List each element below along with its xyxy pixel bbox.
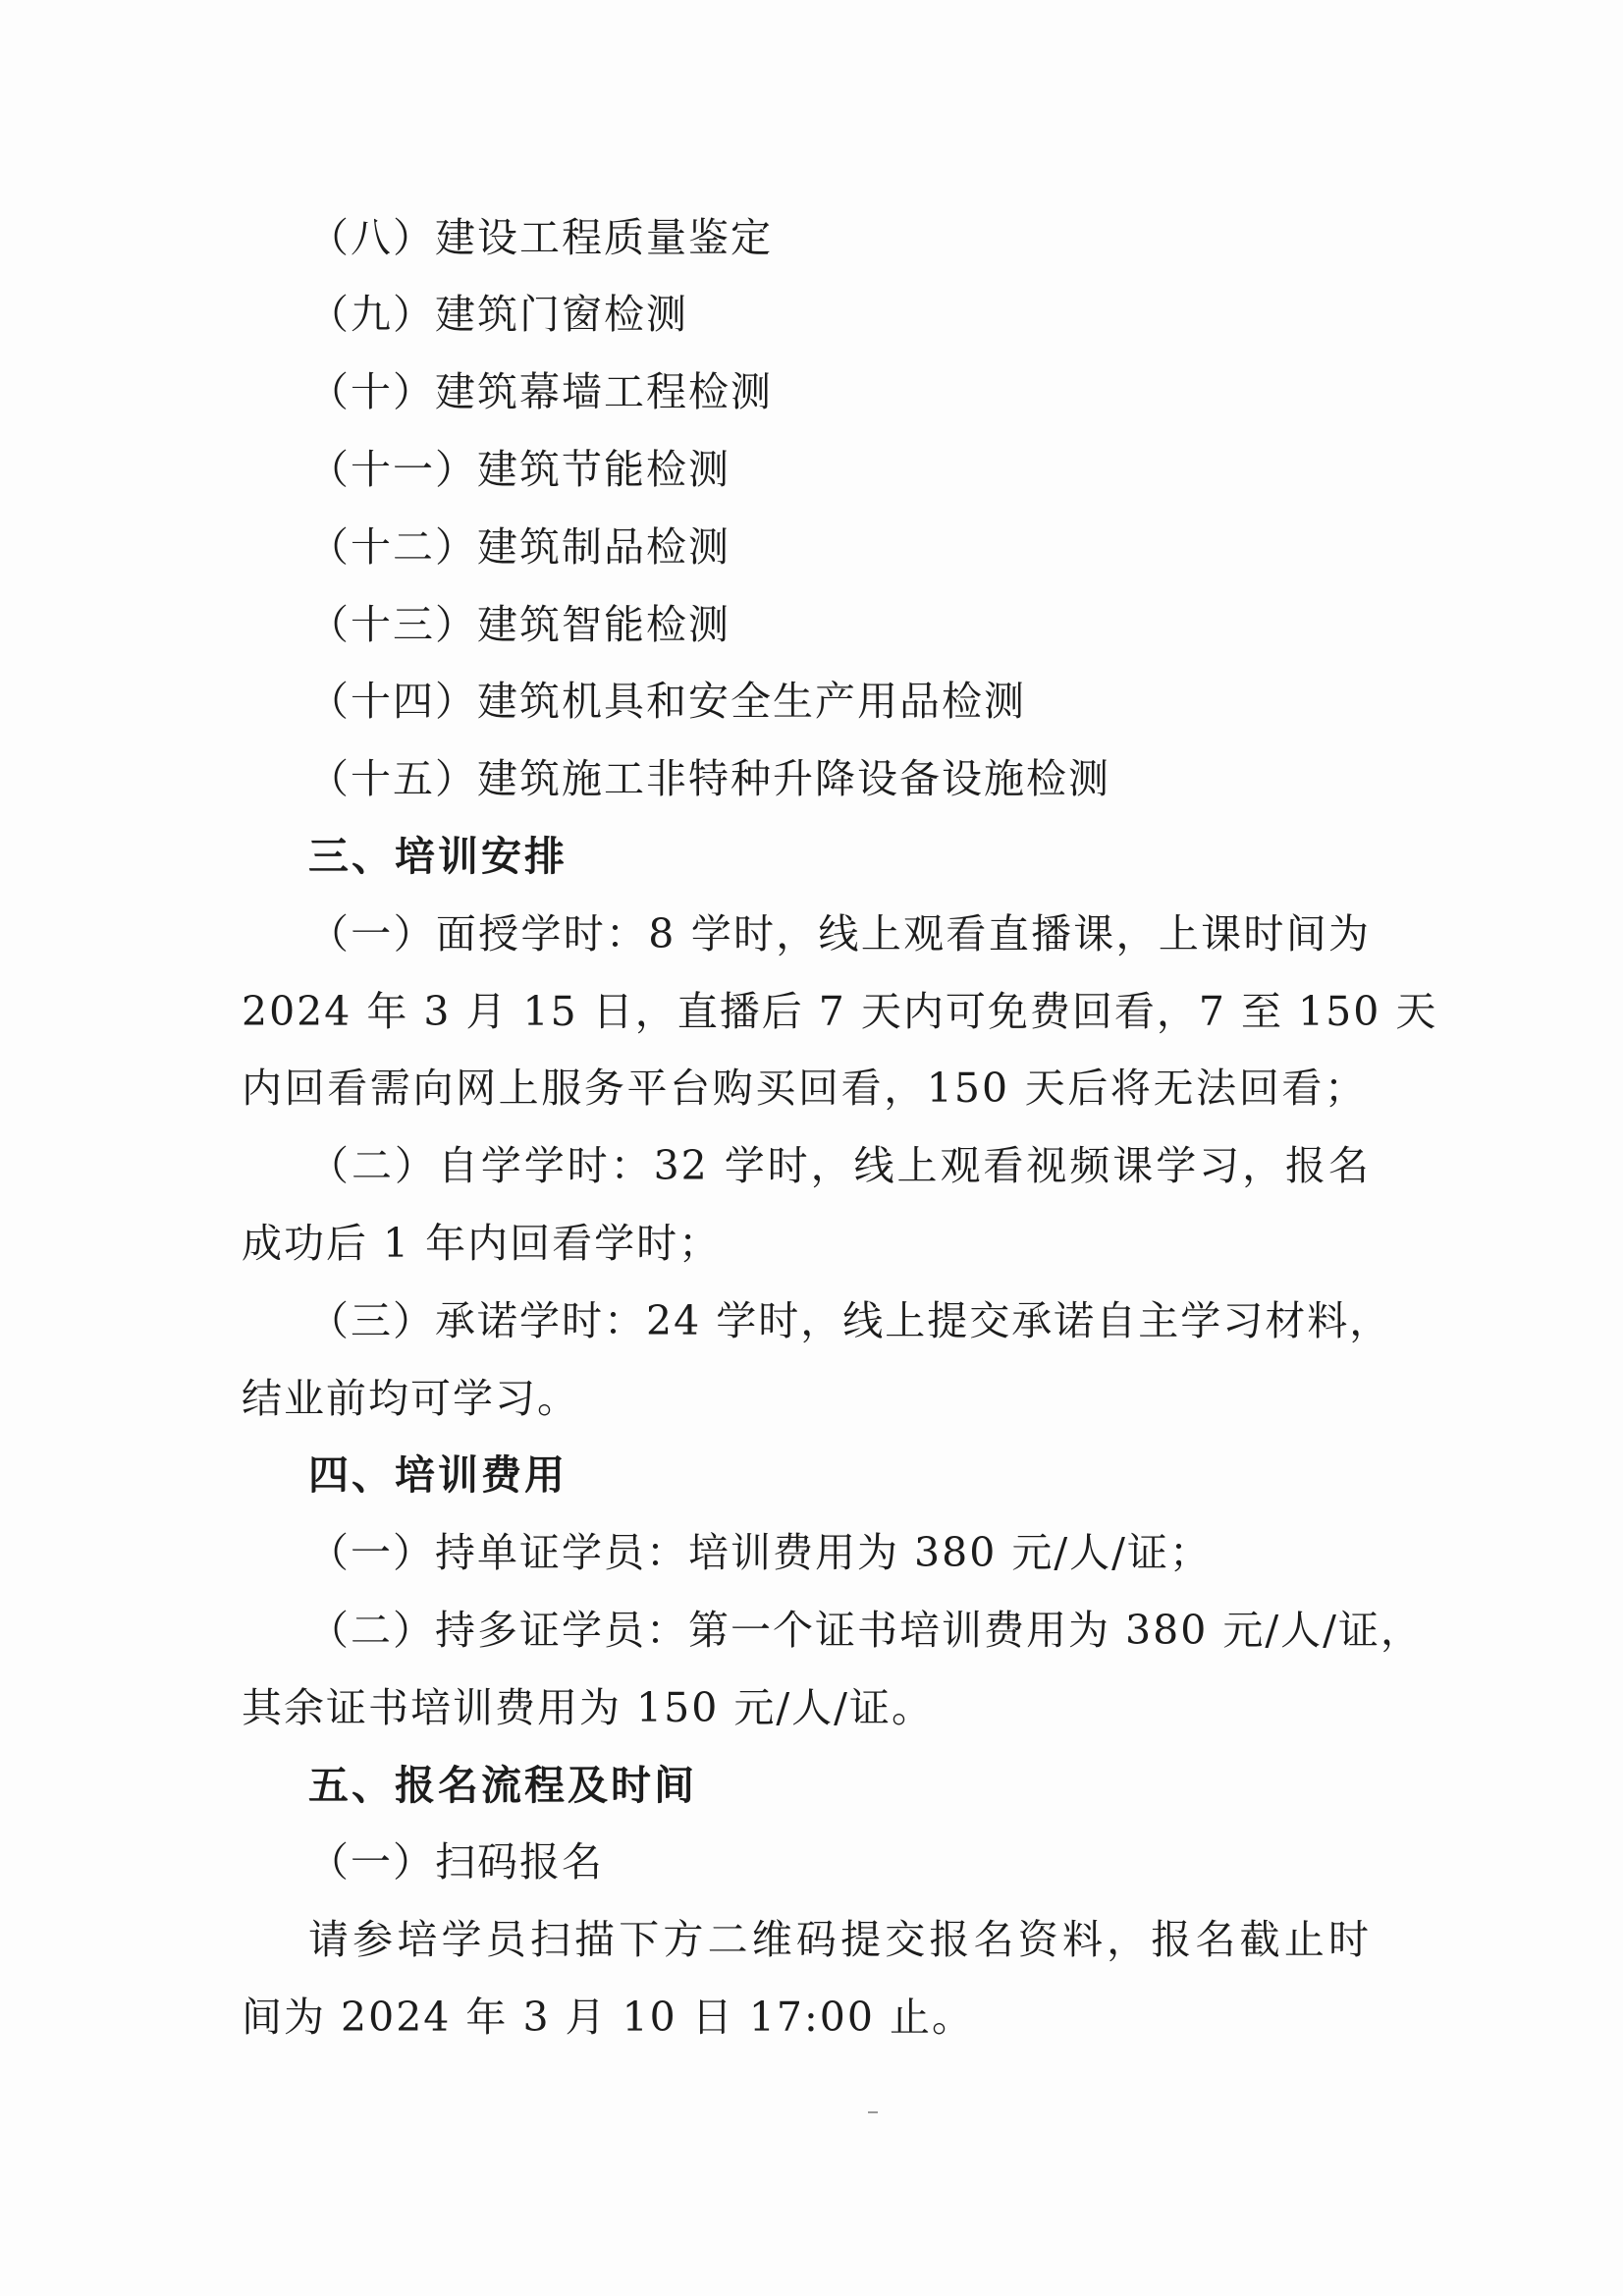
list-item-8: （八）建设工程质量鉴定 — [308, 214, 773, 261]
list-item-12: （十二）建筑制品检测 — [308, 523, 730, 571]
section-heading-training-fees: 四、培训费用 — [308, 1451, 568, 1499]
section4-para1: （一）持单证学员：培训费用为 380 元/人/证； — [308, 1529, 1212, 1576]
section4-para2-line1: （二）持多证学员：第一个证书培训费用为 380 元/人/证， — [308, 1607, 1423, 1654]
list-item-10: （十）建筑幕墙工程检测 — [308, 368, 773, 415]
list-item-11: （十一）建筑节能检测 — [308, 446, 730, 493]
section3-para3-line1: （三）承诺学时：24 学时，线上提交承诺自主学习材料， — [308, 1297, 1392, 1344]
section3-para2-line2: 成功后 1 年内回看学时； — [242, 1220, 722, 1267]
section3-para1-line2: 2024 年 3 月 15 日，直播后 7 天内可免费回看，7 至 150 天 — [242, 988, 1438, 1035]
section3-para2-line1: （二）自学学时：32 学时，线上观看视频课学习，报名 — [308, 1142, 1371, 1189]
section-heading-registration: 五、报名流程及时间 — [308, 1762, 697, 1809]
section-heading-training-arrangement: 三、培训安排 — [308, 833, 568, 880]
section5-sub1-scan-registration: （一）扫码报名 — [308, 1838, 604, 1886]
section3-para3-line2: 结业前均可学习。 — [242, 1375, 579, 1422]
list-item-9: （九）建筑门窗检测 — [308, 291, 688, 338]
list-item-14: （十四）建筑机具和安全生产用品检测 — [308, 678, 1026, 725]
section5-para1-line2: 间为 2024 年 3 月 10 日 17:00 止。 — [242, 1994, 975, 2041]
section3-para1-line1: （一）面授学时：8 学时，线上观看直播课，上课时间为 — [308, 910, 1371, 957]
list-item-13: （十三）建筑智能检测 — [308, 601, 730, 648]
list-item-15: （十五）建筑施工非特种升降设备设施检测 — [308, 755, 1110, 802]
section3-para1-line3: 内回看需向网上服务平台购买回看，150 天后将无法回看； — [242, 1065, 1367, 1112]
page-mark — [868, 2111, 878, 2113]
section4-para2-line2: 其余证书培训费用为 150 元/人/证。 — [242, 1684, 934, 1731]
section5-para1-line1: 请参培学员扫描下方二维码提交报名资料，报名截止时 — [308, 1916, 1371, 1963]
